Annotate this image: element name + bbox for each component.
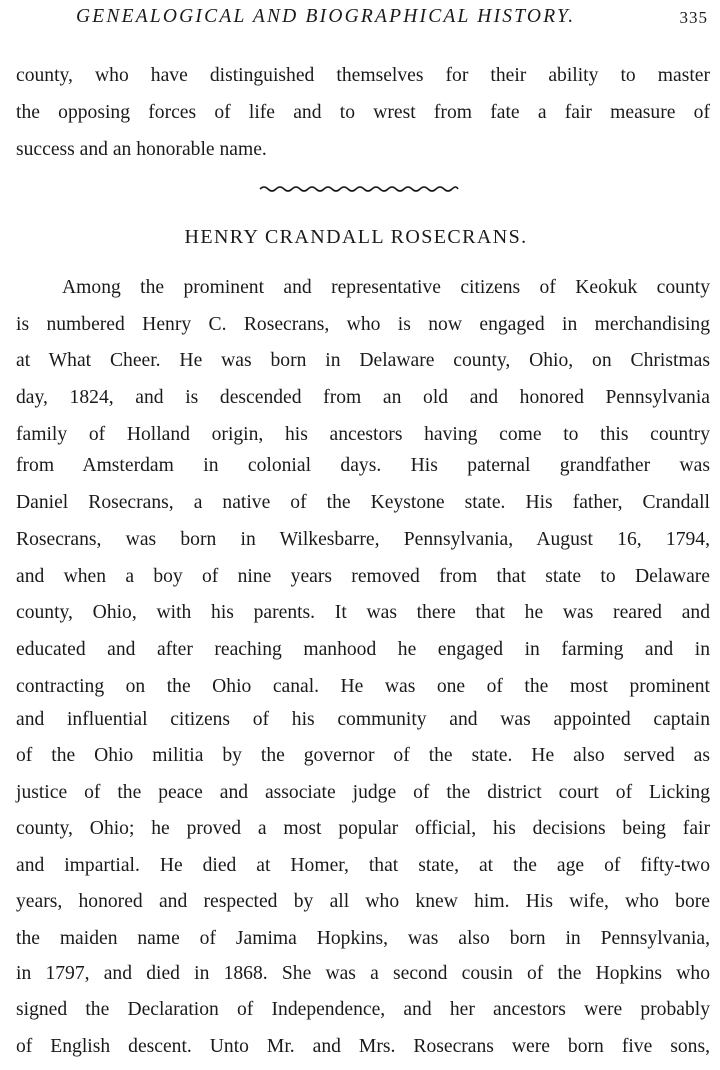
intro-line-1: county, who have distinguished themselves for their ability to master bbox=[16, 65, 710, 86]
intro-line-3: success and an honorable name. bbox=[16, 139, 267, 160]
body-line-13: and influential citizens of his community and was appointed captain bbox=[16, 709, 710, 730]
body-line-2: is numbered Henry C. Rosecrans, who is now engaged in merchandising bbox=[16, 314, 710, 335]
body-line-12: contracting on the Ohio canal. He was one of the most prominent bbox=[16, 676, 710, 697]
section-heading: HENRY CRANDALL ROSECRANS. bbox=[184, 226, 528, 248]
body-line-1: Among the prominent and representative citizens of Keokuk county bbox=[62, 277, 710, 298]
body-line-18: years, honored and respected by all who knew him. His wife, who bore bbox=[16, 891, 710, 912]
body-line-15: justice of the peace and associate judge of the district court of Licking bbox=[16, 782, 710, 803]
body-line-14: of the Ohio militia by the governor of the state. He also served as bbox=[16, 745, 710, 766]
body-line-4: day, 1824, and is descended from an old and honored Pennsylvania bbox=[16, 387, 710, 408]
body-line-11: educated and after reaching manhood he engaged in farming and in bbox=[16, 639, 710, 660]
page-number: 335 bbox=[679, 8, 708, 27]
body-line-20: in 1797, and died in 1868. She was a second cousin of the Hopkins who bbox=[16, 963, 710, 984]
body-line-6: from Amsterdam in colonial days. His paternal grandfather was bbox=[16, 455, 710, 476]
body-line-8: Rosecrans, was born in Wilkesbarre, Pennsylvania, August 16, 1794, bbox=[16, 529, 710, 550]
body-line-10: county, Ohio, with his parents. It was there that he was reared and bbox=[16, 602, 710, 623]
body-line-7: Daniel Rosecrans, a native of the Keystone state. His father, Crandall bbox=[16, 492, 710, 513]
wavy-rule-ornament-icon bbox=[258, 184, 460, 194]
body-line-22: of English descent. Unto Mr. and Mrs. Rosecrans were born five sons, bbox=[16, 1036, 710, 1057]
body-line-21: signed the Declaration of Independence, and her ancestors were probably bbox=[16, 999, 710, 1020]
body-line-9: and when a boy of nine years removed from that state to Delaware bbox=[16, 566, 710, 587]
body-line-3: at What Cheer. He was born in Delaware county, Ohio, on Christmas bbox=[16, 350, 710, 371]
running-title: GENEALOGICAL AND BIOGRAPHICAL HISTORY. bbox=[76, 6, 576, 27]
intro-line-2: the opposing forces of life and to wrest from fate a fair measure of bbox=[16, 102, 710, 123]
body-line-16: county, Ohio; he proved a most popular official, his decisions being fair bbox=[16, 818, 710, 839]
body-line-5: family of Holland origin, his ancestors having come to this country bbox=[16, 424, 710, 445]
running-header bbox=[0, 4, 720, 32]
body-line-17: and impartial. He died at Homer, that state, at the age of fifty-two bbox=[16, 855, 710, 876]
body-line-19: the maiden name of Jamima Hopkins, was also born in Pennsylvania, bbox=[16, 928, 710, 949]
